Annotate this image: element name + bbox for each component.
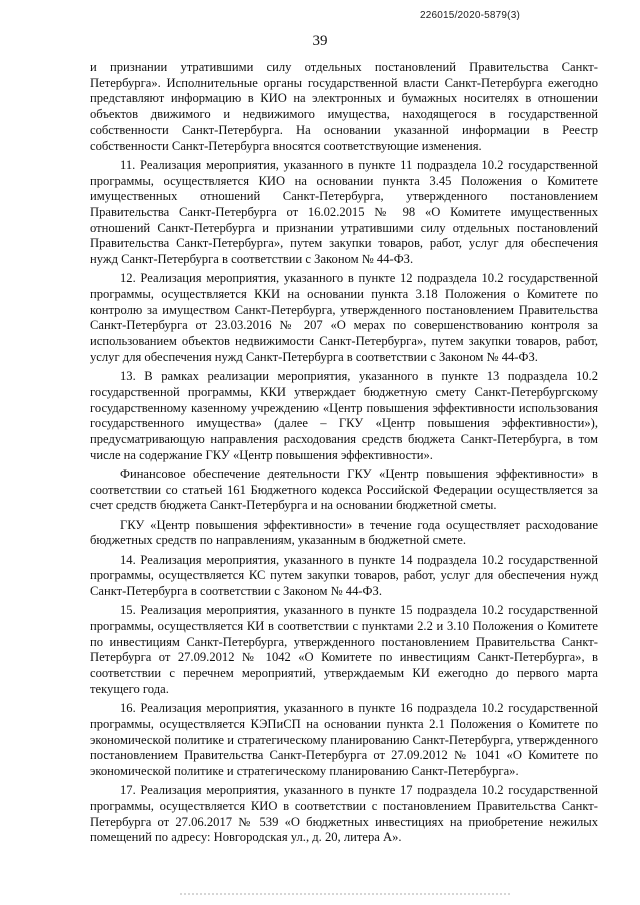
- paragraph-item-13: 13. В рамках реализации мероприятия, указанного в пункте 13 подраздела 10.2 государственной программы, ККИ утверждает бюджетную смету Санкт-Петербургскому государственному казенному учреждению «Центр повышения эффективности использования государственного имущества» (далее – ГКУ «Центр повышения эффективности»), предусматривающую направления расходования средств бюджета Санкт-Петербурга, в том числе на содержание ГКУ «Центр повышения эффективности».: [90, 369, 598, 462]
- paragraph-spending: ГКУ «Центр повышения эффективности» в течение года осуществляет расходование бюджетных средств по направлениям, указанным в бюджетной смете.: [90, 517, 598, 548]
- footer-scan-artifact: [180, 893, 510, 899]
- document-id: 226015/2020-5879(3): [420, 10, 520, 21]
- paragraph-item-17: 17. Реализация мероприятия, указанного в пункте 17 подраздела 10.2 государственной программы, осуществляется КИО в соответствии с постановлением Правительства Санкт-Петербурга от 27.06.2017 № 539 «О бюджетных инвестициях на приобретение нежилых помещений по адресу: Новгородская ул., д. 20, литера А».: [90, 783, 598, 845]
- paragraph-item-14: 14. Реализация мероприятия, указанного в пункте 14 подраздела 10.2 государственной программы, осуществляется КС путем закупки товаров, работ, услуг для обеспечения нужд Санкт-Петербурга в соответствии с Законом № 44-ФЗ.: [90, 552, 598, 599]
- document-body: [90, 60, 598, 850]
- page-number: 39: [312, 33, 328, 49]
- paragraph-continuation: и признании утратившими силу отдельных постановлений Правительства Санкт-Петербурга». Исполнительные органы государственной власти Санкт-Петербурга ежегодно представляют информацию в КИО на электронных и бумажных носителях в отношении объектов движимого и недвижимого имущества, находящегося в государственной собственности Санкт-Петербурга. На основании указанной информации в Реестр собственности Санкт-Петербурга вносятся соответствующие изменения.: [90, 60, 598, 153]
- paragraph-item-16: 16. Реализация мероприятия, указанного в пункте 16 подраздела 10.2 государственной программы, осуществляется КЭПиСП на основании пункта 2.1 Положения о Комитете по экономической политике и стратегическому планированию Санкт-Петербурга, утвержденного постановлением Правительства Санкт-Петербурга от 27.09.2012 № 1041 «О Комитете по экономической политике и стратегическому планированию Санкт-Петербурга».: [90, 701, 598, 778]
- paragraph-item-15: 15. Реализация мероприятия, указанного в пункте 15 подраздела 10.2 государственной программы, осуществляется КИ в соответствии с пунктами 2.2 и 3.10 Положения о Комитете по инвестициям Санкт-Петербурга, утвержденного постановлением Правительства Санкт-Петербурга от 27.09.2012 № 1042 «О Комитете по инвестициям Санкт-Петербурга», в соответствии с перечнем мероприятий, утверждаемым КИ ежегодно до первого марта текущего года.: [90, 603, 598, 696]
- paragraph-item-11: 11. Реализация мероприятия, указанного в пункте 11 подраздела 10.2 государственной программы, осуществляется КИО на основании пункта 3.45 Положения о Комитете имущественных отношений Санкт-Петербурга, утвержденного постановлением Правительства Санкт-Петербурга от 16.02.2015 № 98 «О Комитете имущественных отношений Санкт-Петербурга и признании утратившими силу отдельных постановлений Правительства Санкт-Петербурга», путем закупки товаров, работ, услуг для обеспечения нужд Санкт-Петербурга в соответствии с Законом № 44-ФЗ.: [90, 157, 598, 267]
- paragraph-financing: Финансовое обеспечение деятельности ГКУ «Центр повышения эффективности» в соответствии со статьей 161 Бюджетного кодекса Российской Федерации осуществляется за счет средств бюджета Санкт-Петербурга и на основании бюджетной сметы.: [90, 466, 598, 513]
- paragraph-item-12: 12. Реализация мероприятия, указанного в пункте 12 подраздела 10.2 государственной программы, осуществляется ККИ на основании пункта 3.18 Положения о Комитете по контролю за имуществом Санкт-Петербурга, утвержденного постановлением Правительства Санкт-Петербурга от 23.03.2016 № 207 «О мерах по совершенствованию контроля за использованием объектов недвижимости Санкт-Петербурга», путем закупки товаров, работ, услуг для обеспечения нужд Санкт-Петербурга в соответствии с Законом № 44-ФЗ.: [90, 271, 598, 364]
